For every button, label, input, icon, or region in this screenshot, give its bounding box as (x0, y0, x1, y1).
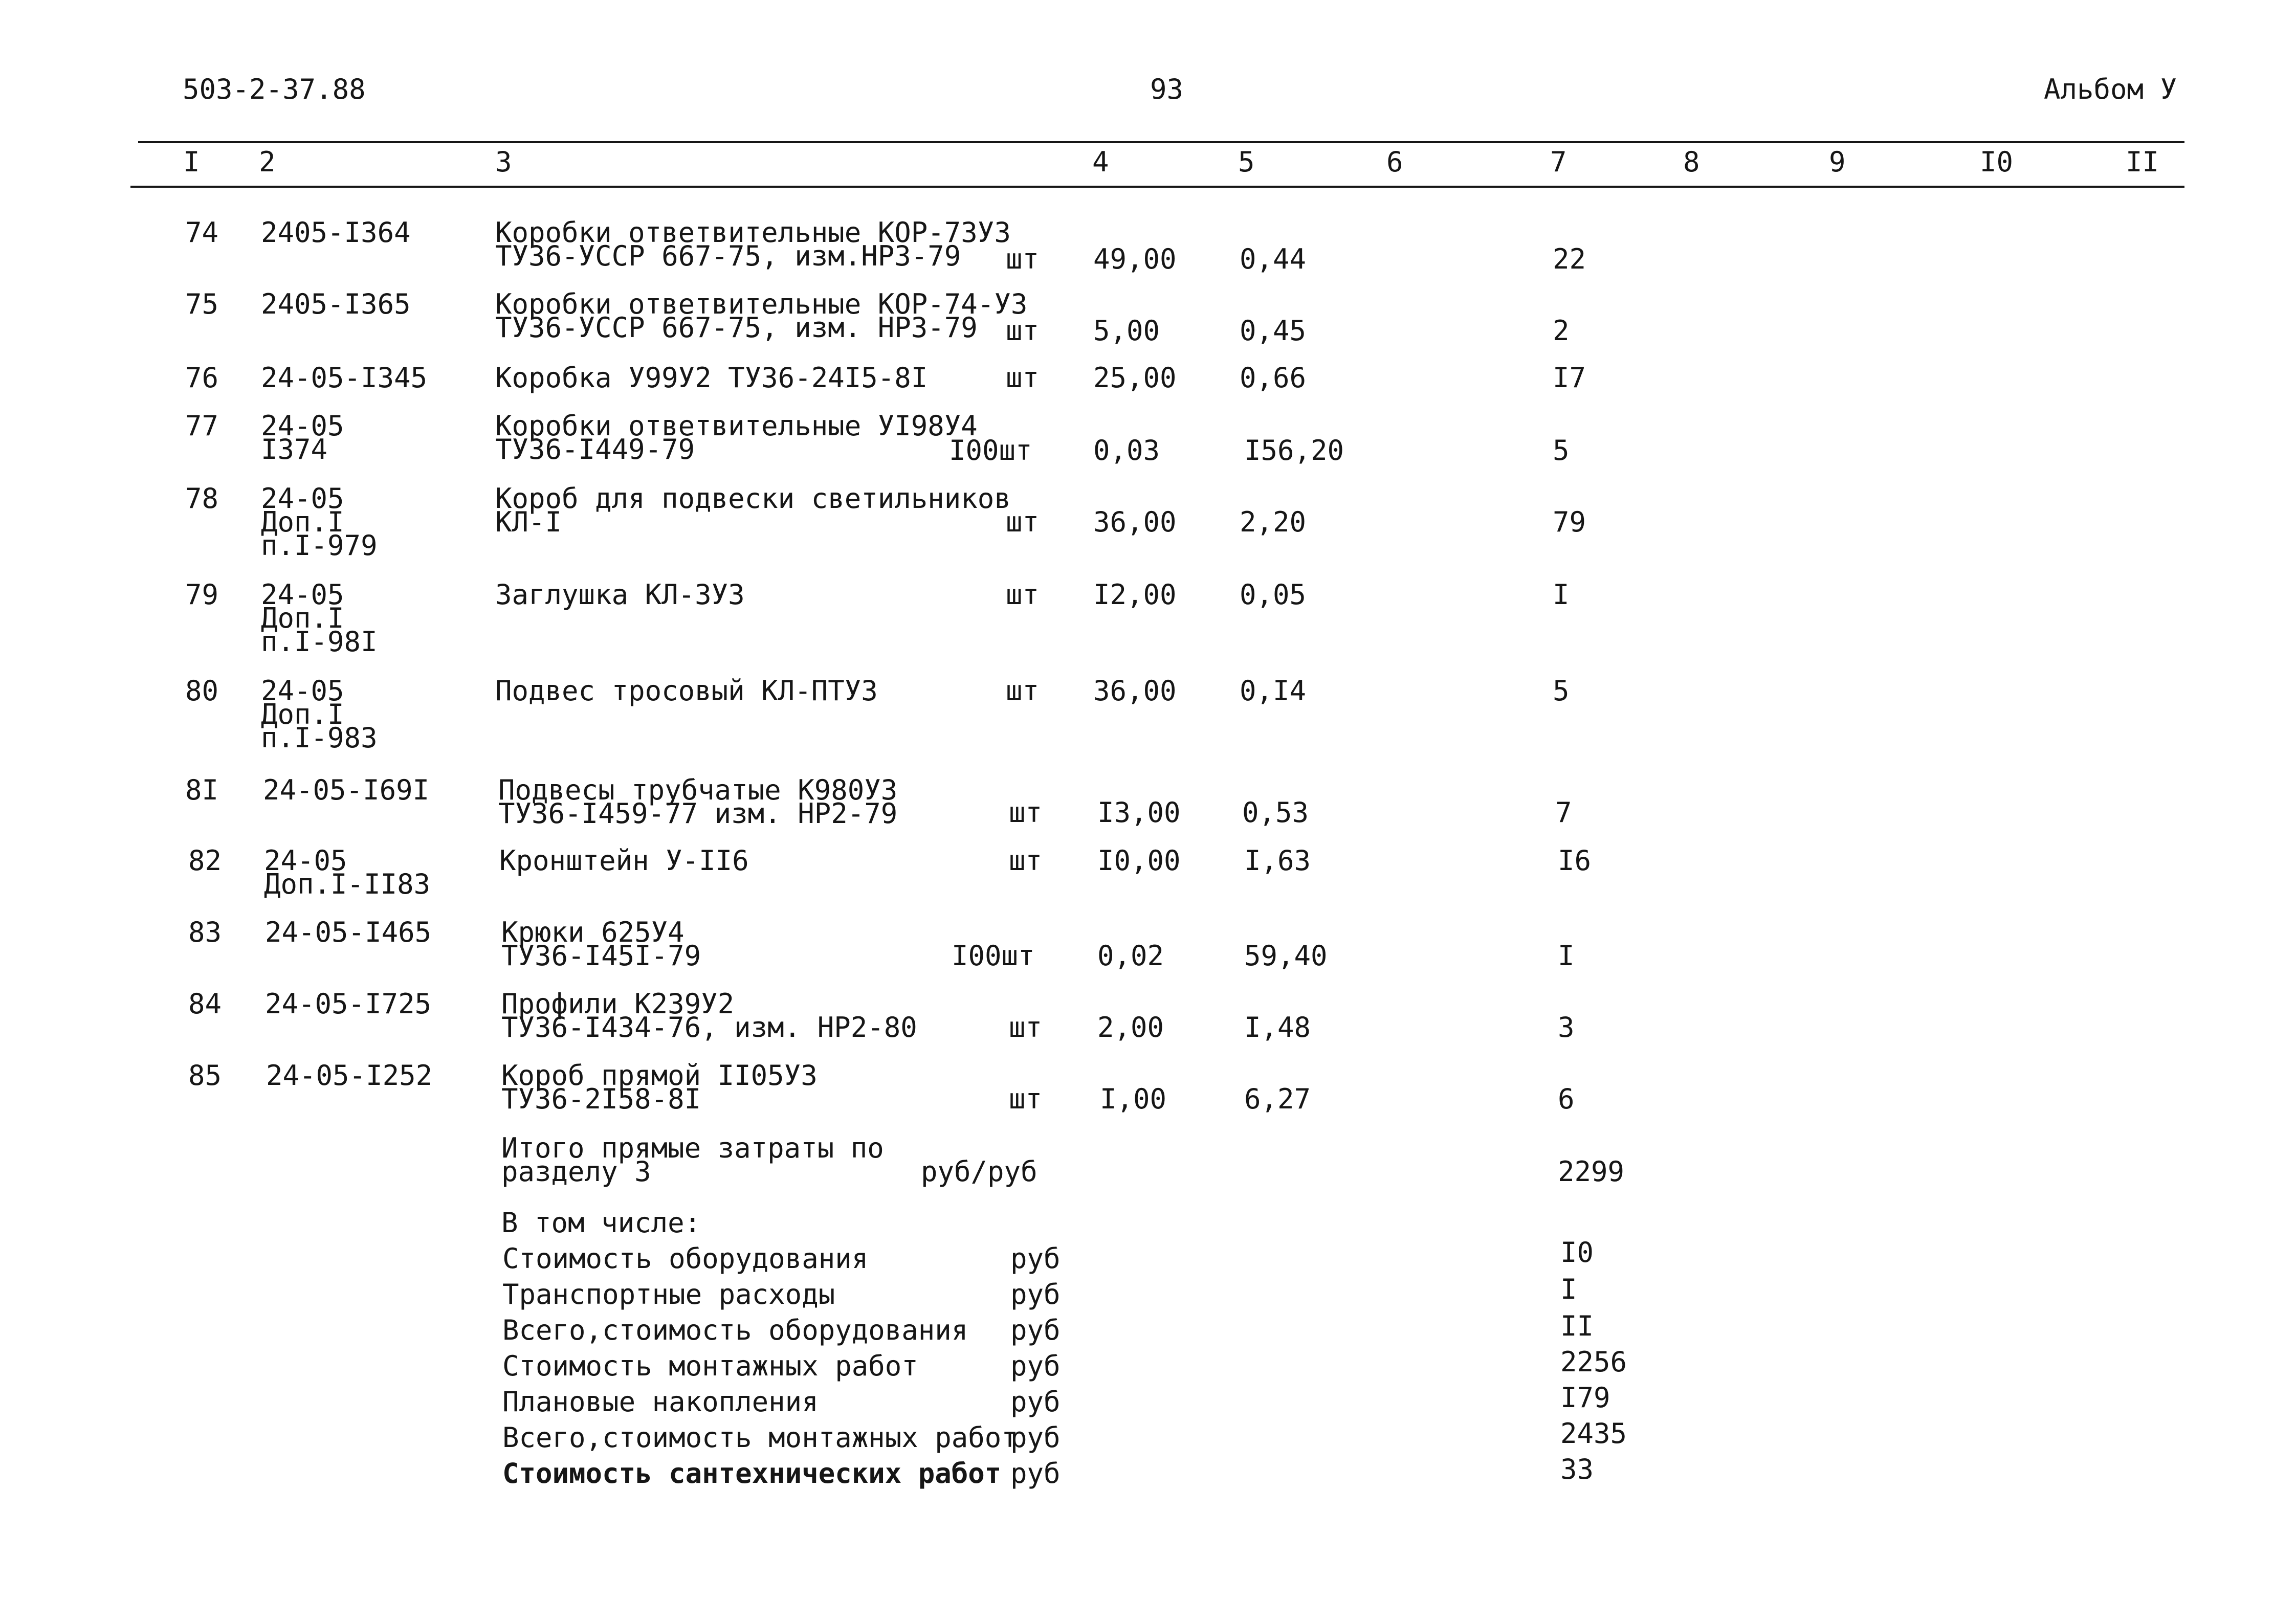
row-qty: 0,66 (1240, 362, 1307, 394)
col-header-3: 3 (495, 146, 512, 178)
row-name: Подвес тросовый КЛ-ПТУЗ (495, 675, 878, 707)
col-header-4: 4 (1092, 146, 1109, 178)
row-unit: I00шт (949, 434, 1032, 466)
header-top-rule (138, 141, 2184, 143)
row-price: 2,00 (1097, 1011, 1164, 1043)
row-unit: шт (1006, 579, 1040, 611)
row-name: Коробки ответвительные КОР-74-У3 ТУ36-УССР 667-75, изм. НР3-79 (495, 288, 1028, 344)
summary-item-label: Стоимость сантехнических работ (502, 1457, 1002, 1489)
row-name: Подвесы трубчатые К980У3 ТУ36-I459-77 изм. НР2-79 (498, 774, 898, 830)
row-code: 24-05-I69I (263, 774, 430, 806)
row-name: Профили К239У2 ТУ36-I434-76, изм. НР2-80 (501, 988, 917, 1043)
row-code: 24-05-I252 (266, 1059, 433, 1092)
summary-item-value: II (1560, 1310, 1594, 1342)
row-name: Крюки 625У4 ТУ36-I45I-79 (501, 916, 701, 972)
summary-item-value: I0 (1560, 1236, 1594, 1269)
row-num: 8I (185, 774, 219, 806)
row-unit: шт (1009, 796, 1043, 829)
row-num: 83 (188, 916, 222, 948)
row-code: 24-05 Доп.I-II83 (264, 844, 431, 900)
row-num: 77 (185, 410, 219, 442)
summary-item-value: I79 (1560, 1382, 1610, 1414)
row-unit: шт (1006, 675, 1040, 707)
summary-item-label: Всего,стоимость монтажных работ (502, 1421, 1018, 1454)
row-qty: 59,40 (1244, 940, 1328, 972)
row-unit: шт (1006, 243, 1040, 275)
summary-direct-value: 2299 (1558, 1155, 1625, 1188)
row-price: I2,00 (1093, 579, 1177, 611)
row-qty: I,63 (1244, 844, 1311, 877)
row-qty: 0,44 (1240, 243, 1307, 275)
row-qty: I56,20 (1244, 434, 1344, 466)
row-qty: 0,53 (1242, 796, 1309, 829)
row-qty: 0,05 (1240, 579, 1307, 611)
summary-item-unit: руб (1010, 1421, 1061, 1454)
row-name: Коробки ответвительные КОР-73У3 ТУ36-УССР 667-75, изм.НР3-79 (495, 216, 1011, 272)
summary-item-value: 33 (1560, 1453, 1594, 1485)
col-header-5: 5 (1238, 146, 1255, 178)
col-header-6: 6 (1386, 146, 1403, 178)
album-label: Альбом У (2044, 73, 2177, 105)
row-num: 75 (185, 288, 219, 320)
row-code: 2405-I364 (261, 216, 411, 249)
row-num: 82 (188, 844, 222, 877)
col-header-7: 7 (1550, 146, 1567, 178)
col-header-8: 8 (1683, 146, 1700, 178)
row-price: I0,00 (1097, 844, 1181, 877)
col-header-2: 2 (259, 146, 276, 178)
col-header-11: II (2126, 146, 2159, 178)
row-name: Заглушка КЛ-ЗУЗ (495, 579, 745, 611)
col-header-1: I (183, 146, 200, 178)
row-num: 79 (185, 579, 219, 611)
summary-item-value: 2435 (1560, 1417, 1627, 1450)
row-price: I3,00 (1097, 796, 1181, 829)
row-price: 0,02 (1097, 940, 1164, 972)
row-code: 2405-I365 (261, 288, 411, 320)
row-num: 84 (188, 988, 222, 1020)
row-total: I6 (1558, 844, 1592, 877)
row-name: Коробки ответвительные УI98У4 ТУ36-I449-79 (495, 410, 978, 465)
row-unit: шт (1009, 844, 1043, 877)
row-qty: I,48 (1244, 1011, 1311, 1043)
row-unit: I00шт (952, 940, 1035, 972)
row-price: 36,00 (1093, 506, 1177, 538)
row-price: 49,00 (1093, 243, 1177, 275)
row-unit: шт (1009, 1011, 1043, 1043)
row-total: 5 (1553, 675, 1570, 707)
summary-item-unit: руб (1010, 1386, 1061, 1418)
row-total: I (1553, 579, 1570, 611)
doc-code: 503-2-37.88 (183, 73, 366, 105)
row-total: I7 (1553, 362, 1586, 394)
row-price: 0,03 (1093, 434, 1160, 466)
row-num: 74 (185, 216, 219, 249)
row-name: Коробка У99У2 ТУ36-24I5-8I (495, 362, 928, 394)
row-total: 22 (1553, 243, 1586, 275)
row-total: 7 (1555, 796, 1572, 829)
row-unit: шт (1006, 362, 1040, 394)
summary-item-unit: руб (1010, 1457, 1061, 1489)
summary-item-label: Стоимость монтажных работ (502, 1350, 918, 1382)
row-qty: 0,45 (1240, 315, 1307, 347)
row-qty: 2,20 (1240, 506, 1307, 538)
row-code: 24-05 Доп.I п.I-979 (261, 482, 378, 562)
row-code: 24-05-I725 (265, 988, 432, 1020)
row-price: 5,00 (1093, 315, 1160, 347)
row-code: 24-05-I465 (265, 916, 432, 948)
summary-item-label: Плановые накопления (502, 1386, 819, 1418)
row-num: 85 (188, 1059, 222, 1092)
row-code: 24-05 I374 (261, 410, 344, 465)
row-code: 24-05-I345 (261, 362, 428, 394)
summary-item-value: 2256 (1560, 1346, 1627, 1378)
row-total: 6 (1558, 1083, 1575, 1115)
row-num: 78 (185, 482, 219, 515)
row-total: 79 (1553, 506, 1586, 538)
row-name: Кронштейн У-II6 (499, 844, 749, 877)
summary-item-unit: руб (1010, 1278, 1061, 1310)
row-name: Короб прямой II05У3 ТУ36-2I58-8I (501, 1059, 818, 1115)
row-code: 24-05 Доп.I п.I-983 (261, 675, 378, 754)
row-total: I (1558, 940, 1575, 972)
page-number: 93 (1150, 73, 1184, 105)
summary-incl-label: В том числе: (501, 1207, 701, 1239)
col-header-10: I0 (1980, 146, 2014, 178)
summary-item-label: Стоимость оборудования (502, 1242, 869, 1275)
row-num: 80 (185, 675, 219, 707)
row-total: 2 (1553, 315, 1570, 347)
row-unit: шт (1009, 1083, 1043, 1115)
summary-direct-label: Итого прямые затраты по разделу 3 (501, 1132, 884, 1188)
row-price: 36,00 (1093, 675, 1177, 707)
row-qty: 0,I4 (1240, 675, 1307, 707)
summary-item-unit: руб (1010, 1314, 1061, 1346)
row-num: 76 (185, 362, 219, 394)
row-price: I,00 (1100, 1083, 1167, 1115)
summary-item-unit: руб (1010, 1242, 1061, 1275)
row-code: 24-05 Доп.I п.I-98I (261, 579, 378, 658)
summary-item-label: Транспортные расходы (502, 1278, 835, 1310)
col-header-9: 9 (1829, 146, 1846, 178)
summary-item-unit: руб (1010, 1350, 1061, 1382)
row-total: 5 (1553, 434, 1570, 466)
row-total: 3 (1558, 1011, 1575, 1043)
summary-direct-unit: руб/руб (921, 1155, 1037, 1188)
row-price: 25,00 (1093, 362, 1177, 394)
row-unit: шт (1006, 506, 1040, 538)
row-name: Короб для подвески светильников КЛ-I (495, 482, 1011, 538)
summary-item-value: I (1560, 1273, 1577, 1305)
header-bottom-rule (130, 186, 2184, 188)
row-unit: шт (1006, 315, 1040, 347)
row-qty: 6,27 (1244, 1083, 1311, 1115)
summary-item-label: Всего,стоимость оборудования (502, 1314, 968, 1346)
